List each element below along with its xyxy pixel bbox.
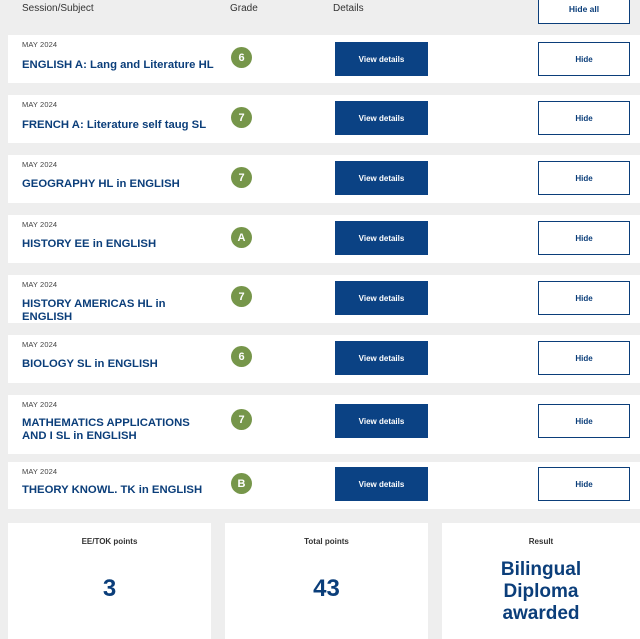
result-value-line: awarded — [502, 603, 580, 624]
ee-tok-points-label: EE/TOK points — [81, 537, 138, 546]
result-row — [8, 462, 640, 509]
session-label: MAY 2024 — [22, 100, 58, 109]
view-details-button[interactable]: View details — [335, 281, 428, 315]
results-table-header — [0, 0, 640, 30]
total-points-card — [225, 523, 428, 639]
subject-name: HISTORY AMERICAS HL in ENGLISH — [22, 298, 166, 323]
grade-badge: 7 — [231, 167, 252, 188]
session-label: MAY 2024 — [22, 160, 58, 169]
result-label: Result — [528, 537, 554, 546]
result-card — [442, 523, 640, 639]
session-label: MAY 2024 — [22, 467, 58, 476]
session-label: MAY 2024 — [22, 40, 58, 49]
subject-name: BIOLOGY SL in ENGLISH — [22, 358, 158, 370]
result-value-line: Diploma — [503, 581, 579, 602]
view-details-button[interactable]: View details — [335, 161, 428, 195]
grade-badge: 6 — [231, 47, 252, 68]
ee-tok-points-value: 3 — [102, 575, 117, 602]
result-row — [8, 335, 640, 383]
result-row — [8, 215, 640, 263]
result-row — [8, 275, 640, 323]
hide-button[interactable]: Hide — [538, 221, 630, 255]
total-points-label: Total points — [304, 537, 349, 546]
hide-all-button[interactable]: Hide all — [538, 0, 630, 24]
view-details-button[interactable]: View details — [335, 42, 428, 76]
session-label: MAY 2024 — [22, 340, 58, 349]
view-details-button[interactable]: View details — [335, 467, 428, 501]
result-value — [442, 559, 640, 625]
view-details-button[interactable]: View details — [335, 221, 428, 255]
subject-name: MATHEMATICS APPLICATIONS AND I SL in ENGLISH — [22, 417, 190, 442]
header-session-subject: Session/Subject — [22, 3, 94, 14]
grade-badge: 7 — [231, 107, 252, 128]
result-row — [8, 155, 640, 203]
grade-badge: B — [231, 473, 252, 494]
header-details: Details — [333, 3, 364, 14]
grade-badge: 7 — [231, 409, 252, 430]
subject-name: GEOGRAPHY HL in ENGLISH — [22, 178, 180, 190]
hide-button[interactable]: Hide — [538, 161, 630, 195]
subject-name: FRENCH A: Literature self taug SL — [22, 119, 207, 131]
result-row — [8, 95, 640, 143]
hide-button[interactable]: Hide — [538, 281, 630, 315]
hide-button[interactable]: Hide — [538, 404, 630, 438]
grade-badge: 7 — [231, 286, 252, 307]
header-grade: Grade — [230, 3, 258, 14]
subject-name: THEORY KNOWL. TK in ENGLISH — [22, 484, 203, 496]
hide-button[interactable]: Hide — [538, 467, 630, 501]
grade-badge: 6 — [231, 346, 252, 367]
hide-button[interactable]: Hide — [538, 101, 630, 135]
subject-name: ENGLISH A: Lang and Literature HL — [22, 59, 214, 71]
hide-button[interactable]: Hide — [538, 341, 630, 375]
view-details-button[interactable]: View details — [335, 404, 428, 438]
total-points-value: 43 — [313, 575, 340, 602]
result-row — [8, 35, 640, 83]
result-row — [8, 395, 640, 454]
result-value-line: Bilingual — [500, 559, 582, 580]
ee-tok-points-card — [8, 523, 211, 639]
view-details-button[interactable]: View details — [335, 341, 428, 375]
session-label: MAY 2024 — [22, 400, 58, 409]
grade-badge: A — [231, 227, 252, 248]
session-label: MAY 2024 — [22, 280, 58, 289]
view-details-button[interactable]: View details — [335, 101, 428, 135]
hide-button[interactable]: Hide — [538, 42, 630, 76]
subject-name: HISTORY EE in ENGLISH — [22, 238, 157, 250]
session-label: MAY 2024 — [22, 220, 58, 229]
